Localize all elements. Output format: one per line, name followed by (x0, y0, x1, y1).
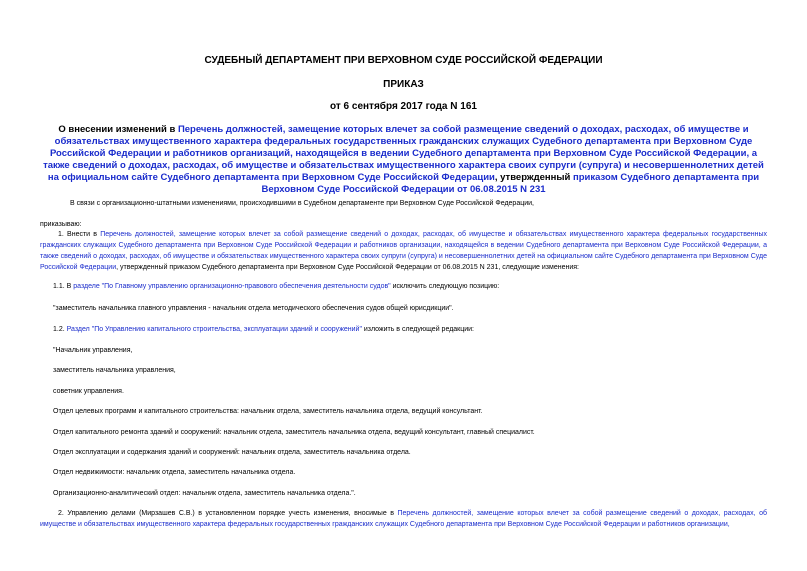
date-number-heading: от 6 сентября 2017 года N 161 (330, 101, 477, 112)
document-title (40, 124, 767, 196)
title-middle: , утвержденный (494, 172, 573, 183)
intro-paragraph: В связи с организационно-штатными изменениями, происходившими в Судебном департаменте при Верховном Суде Российской Федерации, (70, 200, 534, 207)
item-1-link[interactable]: Перечень должностей, замещение которых влечет за собой размещение сведений о доходах, расходах, об имуществе и обязательствах имущественного характера федеральных государственных гражданских служащих Судебного департамента при Верховном Суде Российской Федерации и работников организации, находящейся в ведении Судебного департамента при Верховном Суде Российской Федерации, а также сведений о доходах, расходах, об имуществе и обязательствах имущественного характера своих супруги (супруга) и несовершеннолетних детей на официальном сайте Судебного департамента при Верховном Суде Российской Федерации (40, 231, 768, 271)
title-prefix: О внесении изменений в (58, 124, 178, 135)
quote-1: "заместитель начальника главного управления - начальник отдела методического обеспечения судов общей юрисдикции". (53, 305, 454, 312)
list-line-4: Отдел целевых программ и капитального строительства: начальник отдела, заместитель начальника отдела, ведущий консультант. (53, 408, 483, 415)
item-1-2-link[interactable]: Раздел "По Управлению капитального строительства, эксплуатации зданий и сооружений" (66, 326, 362, 333)
list-line-2: заместитель начальника управления, (53, 367, 176, 374)
item-1-1-paragraph (53, 281, 499, 292)
list-line-3: советник управления. (53, 388, 124, 395)
item-2-link[interactable]: Перечень должностей, замещение которых влечет за собой размещение сведений о доходах, расходах, об имуществе и обязательствах имущественного характера федеральных государственных гражданских служащих Судебного департамента при Верховном Суде Российской Федерации и работников организации, (40, 510, 768, 528)
item-1-1-suffix: исключить следующую позицию: (390, 283, 500, 290)
order-word: приказываю: (40, 221, 82, 228)
item-1-paragraph (40, 229, 767, 273)
item-1-2-paragraph (53, 324, 474, 335)
title-link-order[interactable]: приказом Судебного департамента при Верховном Суде Российской Федерации от 06.08.2015 N 231 (261, 172, 760, 195)
doc-type-heading: ПРИКАЗ (383, 79, 424, 90)
list-line-1: "Начальник управления, (53, 347, 133, 354)
item-1-prefix: 1. Внести в (58, 231, 101, 238)
item-1-1-prefix: 1.1. В (53, 283, 74, 290)
title-link-list[interactable]: Перечень должностей, замещение которых влечет за собой размещение сведений о доходах, расходах, об имуществе и обязательствах имущественного характера федеральных государственных гражданских служащих Судебного департамента при Верховном Суде Российской Федерации и работников организаций, находящейся в ведении Судебного департамента при Верховном Суде Российской Федерации, а также сведений о доходах, расходах, об имуществе и обязательствах имущественного характера своих супруги (супруга) и несовершеннолетних детей на официальном сайте Судебного департамента при Верховном Суде Российской Федерации (43, 124, 764, 183)
list-line-7: Отдел недвижимости: начальник отдела, заместитель начальника отдела. (53, 469, 296, 476)
department-heading: СУДЕБНЫЙ ДЕПАРТАМЕНТ ПРИ ВЕРХОВНОМ СУДЕ РОССИЙСКОЙ ФЕДЕРАЦИИ (204, 55, 603, 66)
item-2-paragraph (40, 508, 767, 530)
list-line-8: Организационно-аналитический отдел: начальник отдела, заместитель начальника отдела.". (53, 490, 356, 497)
item-1-1-link[interactable]: разделе "По Главному управлению организационно-правового обеспечения деятельности судов" (73, 283, 391, 290)
item-1-2-prefix: 1.2. (53, 326, 67, 333)
list-line-6: Отдел эксплуатации и содержания зданий и сооружений: начальник отдела, заместитель начальника отдела. (53, 449, 411, 456)
item-1-2-suffix: изложить в следующей редакции: (361, 326, 475, 333)
item-1-suffix: , утвержденный приказом Судебного департамента при Верховном Суде Российской Федерации от 06.08.2015 N 231, следующие изменения: (116, 264, 579, 271)
item-2-prefix: 2. Управлению делами (Мирзашев С.В.) в установленном порядке учесть изменения, вносимые в (58, 510, 398, 517)
list-line-5: Отдел капитального ремонта зданий и сооружений: начальник отдела, заместитель начальника отдела, ведущий консультант, главный специалист. (53, 429, 535, 436)
